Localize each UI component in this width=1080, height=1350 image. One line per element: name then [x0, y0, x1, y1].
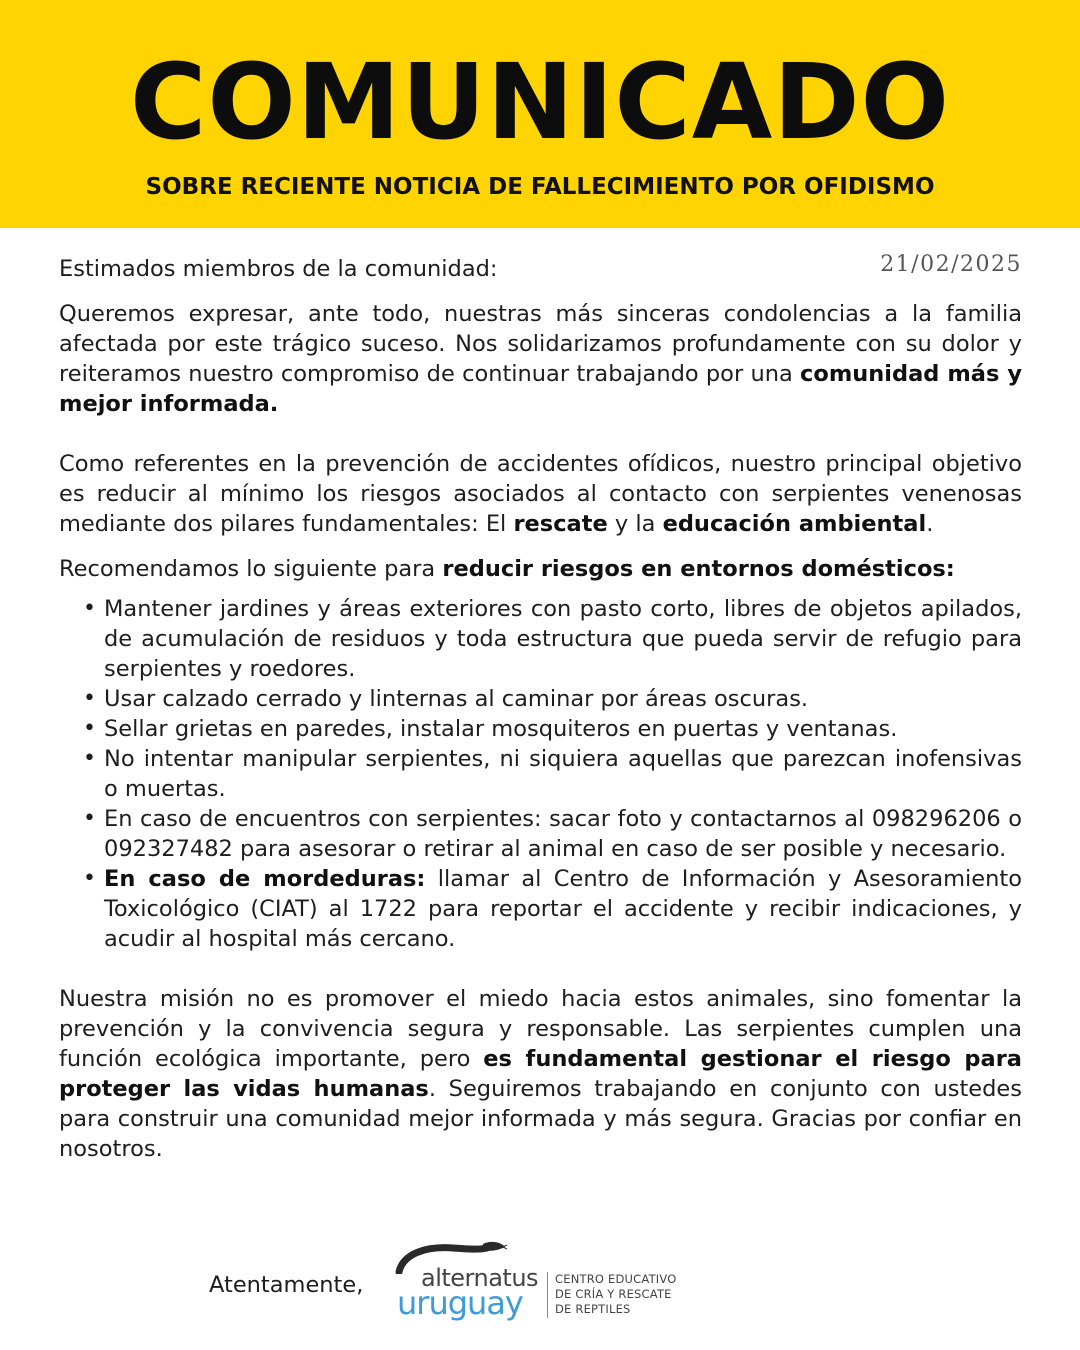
- reco-bold: reducir riesgos en entornos domésticos:: [442, 556, 955, 582]
- letter-body: [59, 254, 1022, 1164]
- closing-text-1: Nuestra misión no es promover el miedo hacia estos animales, sino fomentar la prevención y la convivencia segura y responsable. Las serpientes cumplen una función ecológica importante, pero: [59, 986, 1022, 1072]
- tagline-line-2: DE CRÍA Y RESCATE: [555, 1287, 672, 1301]
- list-item: [104, 804, 1022, 864]
- logo-name-bottom: uruguay: [397, 1284, 523, 1322]
- tagline-line-3: DE REPTILES: [555, 1302, 631, 1316]
- item-text: En caso de encuentros con serpientes: sacar foto y contactarnos al 098296206 o 092327482 para asesorar o retirar al animal en caso de ser posible y necesario.: [104, 806, 1022, 862]
- p1-text: Queremos expresar, ante todo, nuestras más sinceras condolencias a la familia afectada por este trágico suceso. Nos solidarizamos profundamente con su dolor y reiteramos nuestro compromiso de continuar trabajando por una: [59, 301, 1022, 387]
- greeting: Estimados miembros de la comunidad:: [59, 256, 498, 282]
- list-item: [104, 684, 1022, 714]
- list-item: [104, 714, 1022, 744]
- p2-text: Como referentes en la prevención de accidentes ofídicos, nuestro principal objetivo es reducir al mínimo los riesgos asociados al contacto con serpientes venenosas mediante dos pilares fundamentales: El: [59, 451, 1022, 537]
- paragraph-closing: [59, 984, 1022, 1164]
- paragraph-recommendations: [59, 554, 1022, 584]
- letter-top-row: [59, 254, 1022, 284]
- p2-end: .: [926, 511, 934, 537]
- item-text: Usar calzado cerrado y linternas al caminar por áreas oscuras.: [104, 686, 809, 712]
- p2-mid: y la: [607, 511, 663, 537]
- p1-bold: comunidad más y mejor informada.: [59, 361, 1022, 417]
- recommendations-list: [59, 594, 1022, 954]
- paragraph-objective: [59, 449, 1022, 539]
- list-item: [104, 864, 1022, 954]
- signoff-text: Atentamente,: [209, 1272, 364, 1298]
- list-item: [104, 744, 1022, 804]
- item-text: llamar al Centro de Información y Asesoramiento Toxicológico (CIAT) al 1722 para reportar el accidente y recibir indicaciones, y acudir al hospital más cercano.: [104, 866, 1022, 952]
- closing-bold: es fundamental gestionar el riesgo para proteger las vidas humanas: [59, 1046, 1022, 1102]
- page-title: COMUNICADO: [130, 41, 950, 163]
- date: 21/02/2025: [880, 252, 1022, 277]
- paragraph-condolences: [59, 299, 1022, 419]
- logo-name-top: alternatus: [421, 1264, 539, 1292]
- alternatus-logo: [395, 1238, 545, 1328]
- tagline-line-1: CENTRO EDUCATIVO: [555, 1272, 677, 1286]
- reco-text: Recomendamos lo siguiente para: [59, 556, 443, 582]
- p2-bold-rescate: rescate: [513, 511, 608, 537]
- logo-tagline: [555, 1272, 677, 1317]
- header-banner: [0, 0, 1080, 228]
- page-subtitle: SOBRE RECIENTE NOTICIA DE FALLECIMIENTO POR OFIDISMO: [145, 174, 935, 200]
- item-text: No intentar manipular serpientes, ni siquiera aquellas que parezcan inofensivas o muertas.: [104, 746, 1022, 802]
- logo-divider: [547, 1272, 548, 1318]
- p2-bold-educacion: educación ambiental: [662, 511, 927, 537]
- item-text: Mantener jardines y áreas exteriores con pasto corto, libres de objetos apilados, de acumulación de residuos y toda estructura que pueda servir de refugio para serpientes y roedores.: [104, 596, 1022, 682]
- closing-text-2: . Seguiremos trabajando en conjunto con ustedes para construir una comunidad mejor informada y más segura. Gracias por confiar en nosotros.: [59, 1076, 1022, 1162]
- list-item: [104, 594, 1022, 684]
- item-bold: En caso de mordeduras:: [104, 866, 426, 892]
- signoff-block: [209, 1238, 769, 1328]
- item-text: Sellar grietas en paredes, instalar mosquiteros en puertas y ventanas.: [104, 716, 898, 742]
